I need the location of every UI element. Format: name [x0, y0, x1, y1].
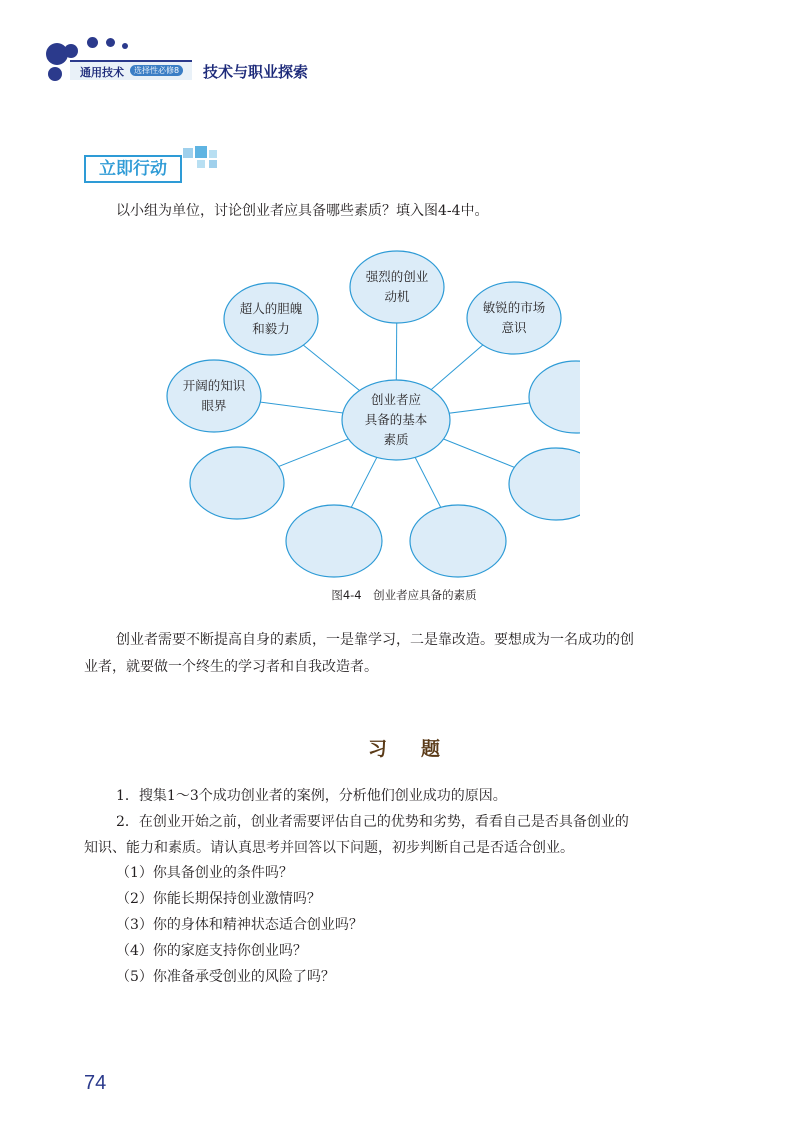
exercises-title: 习题: [367, 738, 474, 760]
quality-bubble-3-text-line-2: 意识: [501, 320, 527, 335]
header-dot-small-2: [106, 38, 115, 47]
header-dot-tiny: [122, 43, 128, 49]
section-badge: [84, 155, 182, 183]
blank-bubble-8[interactable]: [286, 505, 382, 577]
blank-bubble-9[interactable]: [410, 505, 506, 577]
quality-bubble-4: [167, 360, 261, 432]
body-line-2: 业者，就要做一个终生的学习者和自我改造者。: [84, 659, 378, 675]
badge-square-1: [183, 148, 193, 158]
exercise-2-line-1: 2．在创业开始之前，创业者需要评估自己的优势和劣势，看看自己是否具备创业的: [116, 814, 629, 830]
blank-bubble-6[interactable]: [190, 447, 284, 519]
header-chapter-title: 技术与职业探索: [203, 63, 309, 81]
exercise-2-sub-4: （4）你的家庭支持你创业吗？: [116, 943, 307, 959]
section-instruction: 以小组为单位，讨论创业者应具备哪些素质？填入图4-4中。: [116, 203, 489, 219]
section-badge-label: 立即行动: [99, 159, 167, 179]
quality-bubble-3: [467, 282, 561, 354]
exercise-2-line-2: 知识、能力和素质。请认真思考并回答以下问题，初步判断自己是否适合创业。: [84, 840, 574, 856]
header-module-label: 选择性必修8: [130, 65, 183, 76]
quality-bubble-3-text-line-1: 敏锐的市场: [482, 300, 546, 315]
badge-square-5: [209, 160, 217, 168]
header-dot-medium: [48, 67, 62, 81]
center-bubble-text-line-3: 素质: [383, 432, 409, 447]
badge-square-4: [197, 160, 205, 168]
header-dot-medium-2: [64, 44, 78, 58]
center-bubble-text-line-1: 创业者应: [370, 392, 422, 407]
badge-square-2: [195, 146, 207, 158]
body-line-1: 创业者需要不断提高自身的素质，一是靠学习，二是靠改造。要想成为一名成功的创: [116, 632, 634, 648]
exercise-2-sub-1: （1）你具备创业的条件吗？: [116, 865, 293, 881]
quality-bubble-2-text-line-1: 超人的胆魄: [239, 301, 303, 316]
quality-bubble-2-text-line-2: 和毅力: [252, 321, 290, 336]
exercise-2-sub-5: （5）你准备承受创业的风险了吗？: [116, 969, 335, 985]
badge-square-3: [209, 150, 217, 158]
quality-bubble-1-text-line-2: 动机: [384, 289, 410, 304]
blank-bubble-5[interactable]: [529, 361, 580, 433]
quality-bubble-2: [224, 283, 318, 355]
header-dot-small: [87, 37, 98, 48]
exercise-2-sub-2: （2）你能长期保持创业激情吗？: [116, 891, 321, 907]
page-number: 74: [84, 1072, 107, 1094]
exercise-1: 1．搜集1～3个成功创业者的案例，分析他们创业成功的原因。: [116, 788, 507, 804]
figure-caption: 图4-4 创业者应具备的素质: [331, 588, 477, 602]
qualities-mind-map: [160, 245, 580, 585]
header-series-title: 通用技术: [80, 66, 124, 79]
quality-bubble-1: [350, 251, 444, 323]
center-bubble-text-line-2: 具备的基本: [364, 412, 428, 427]
exercise-2-sub-3: （3）你的身体和精神状态适合创业吗？: [116, 917, 363, 933]
quality-bubble-4-text-line-2: 眼界: [201, 398, 227, 413]
blank-bubble-7[interactable]: [509, 448, 580, 520]
quality-bubble-1-text-line-1: 强烈的创业: [365, 269, 429, 284]
quality-bubble-4-text-line-1: 开阔的知识: [182, 378, 246, 393]
